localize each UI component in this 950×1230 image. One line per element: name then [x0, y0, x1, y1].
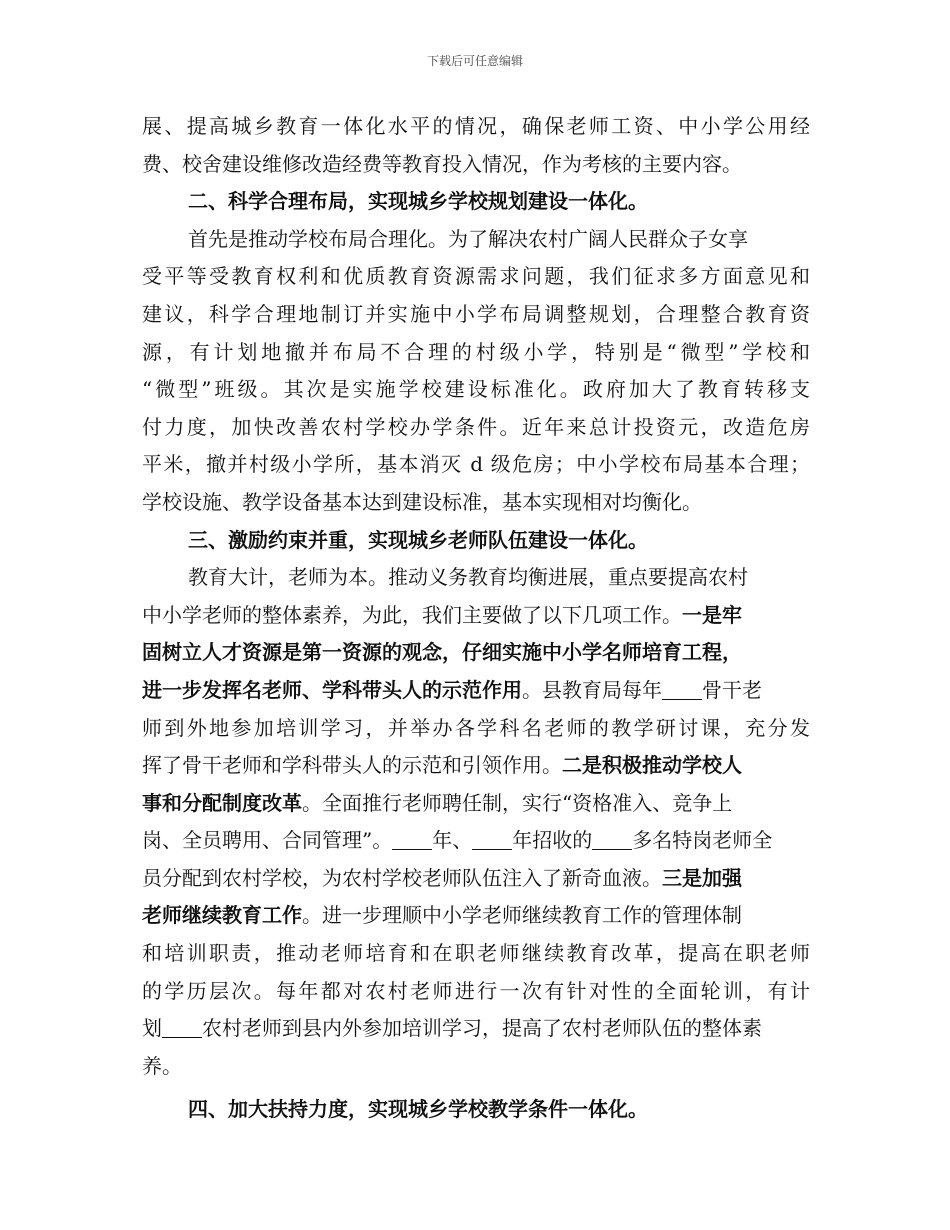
blank-underline	[662, 679, 702, 700]
blank-underline	[472, 829, 512, 850]
text-line: 教育大计，老师为本。推动义务教育均衡进展，重点要提高农村	[188, 565, 748, 590]
text-line	[142, 897, 810, 935]
text-line	[142, 747, 810, 785]
text-segment: 挥了骨干老师和学科带头人的示范和引领作用。	[142, 753, 562, 778]
text-line: 展、提高城乡教育一体化水平的情况，确保老师工资、中小学公用经	[142, 114, 810, 138]
text-segment: 年招收的	[512, 828, 593, 853]
text-line: 源，有计划地撤并布局不合理的村级小学，特别是“微型”学校和	[142, 339, 810, 364]
text-segment: 。进一步理顺中小学老师继续教育工作的管理体制	[302, 903, 742, 928]
bold-segment: 三是加强	[662, 865, 742, 890]
text-line: 平米，撤并村级小学所，基本消灭 d 级危房；中小学校布局基本合理；	[142, 452, 810, 477]
text-line: 学校设施、教学设备基本达到建设标准，基本实现相对均衡化。	[142, 489, 702, 514]
text-line: 受平等受教育权利和优质教育资源需求问题，我们征求多方面意见和	[142, 264, 810, 289]
text-segment: 员分配到农村学校，为农村学校老师队伍注入了新奇血液。	[142, 865, 662, 890]
text-line: 建议，科学合理地制订并实施中小学布局调整规划，合理整合教育资	[142, 301, 810, 326]
text-segment: 年、	[432, 828, 473, 853]
section-heading-2: 二、科学合理布局，实现城乡学校规划建设一体化。	[188, 189, 648, 214]
text-segment: 。全面推行老师聘任制，实行“资格准入、竞争上	[302, 790, 733, 815]
text-segment: 。县教育局每年	[522, 677, 662, 702]
bold-segment: 事和分配制度改革	[142, 790, 302, 815]
bold-segment: 进一步发挥名老师、学科带头人的示范作用	[142, 677, 522, 702]
text-line: 首先是推动学校布局合理化。为了解决农村广阔人民群众子女享	[188, 226, 748, 251]
section-heading-4: 四、加大扶持力度，实现城乡学校教学条件一体化。	[188, 1097, 648, 1122]
text-segment: 岗、全员聘用、合同管理”。	[142, 828, 393, 853]
blank-underline	[162, 1017, 202, 1038]
blank-underline	[592, 829, 632, 850]
text-line: 的学历层次。每年都对农村老师进行一次有针对性的全面轮训，有计	[142, 978, 810, 1003]
text-line	[142, 860, 810, 898]
text-segment: 划	[142, 1016, 162, 1041]
bold-line: 固树立人才资源是第一资源的观念，仔细实施中小学名师培育工程，	[142, 640, 742, 665]
text-line	[142, 1010, 810, 1048]
blank-underline	[392, 829, 432, 850]
text-line: “微型”班级。其次是实施学校建设标准化。政府加大了教育转移支	[142, 377, 810, 402]
text-line	[142, 672, 810, 710]
section-heading-3: 三、激励约束并重，实现城乡老师队伍建设一体化。	[188, 527, 648, 552]
page-header: 下载后可任意编辑	[426, 54, 523, 68]
text-line: 养。	[142, 1053, 182, 1078]
bold-segment: 一是牢	[682, 602, 742, 627]
text-line	[142, 822, 810, 860]
bold-segment: 老师继续教育工作	[142, 903, 302, 928]
text-line	[142, 597, 810, 635]
text-segment: 农村老师到县内外参加培训学习，提高了农村老师队伍的整体素	[202, 1016, 762, 1041]
text-line: 和培训职责，推动老师培育和在职老师继续教育改革，提高在职老师	[142, 941, 810, 966]
text-segment: 骨干老	[702, 677, 762, 702]
bold-segment: 二是积极推动学校人	[562, 753, 742, 778]
text-line: 师到外地参加培训学习，并举办各学科名老师的教学研讨课，充分发	[142, 715, 810, 740]
text-line: 付力度，加快改善农村学校办学条件。近年来总计投资元，改造危房	[142, 414, 810, 439]
text-line	[142, 785, 810, 823]
text-segment: 中小学老师的整体素养，为此，我们主要做了以下几项工作。	[142, 602, 682, 627]
text-segment: 多名特岗老师全	[632, 828, 773, 853]
document-body	[142, 108, 810, 1129]
text-line: 费、校舍建设维修改造经费等教育投入情况，作为考核的主要内容。	[142, 151, 742, 176]
